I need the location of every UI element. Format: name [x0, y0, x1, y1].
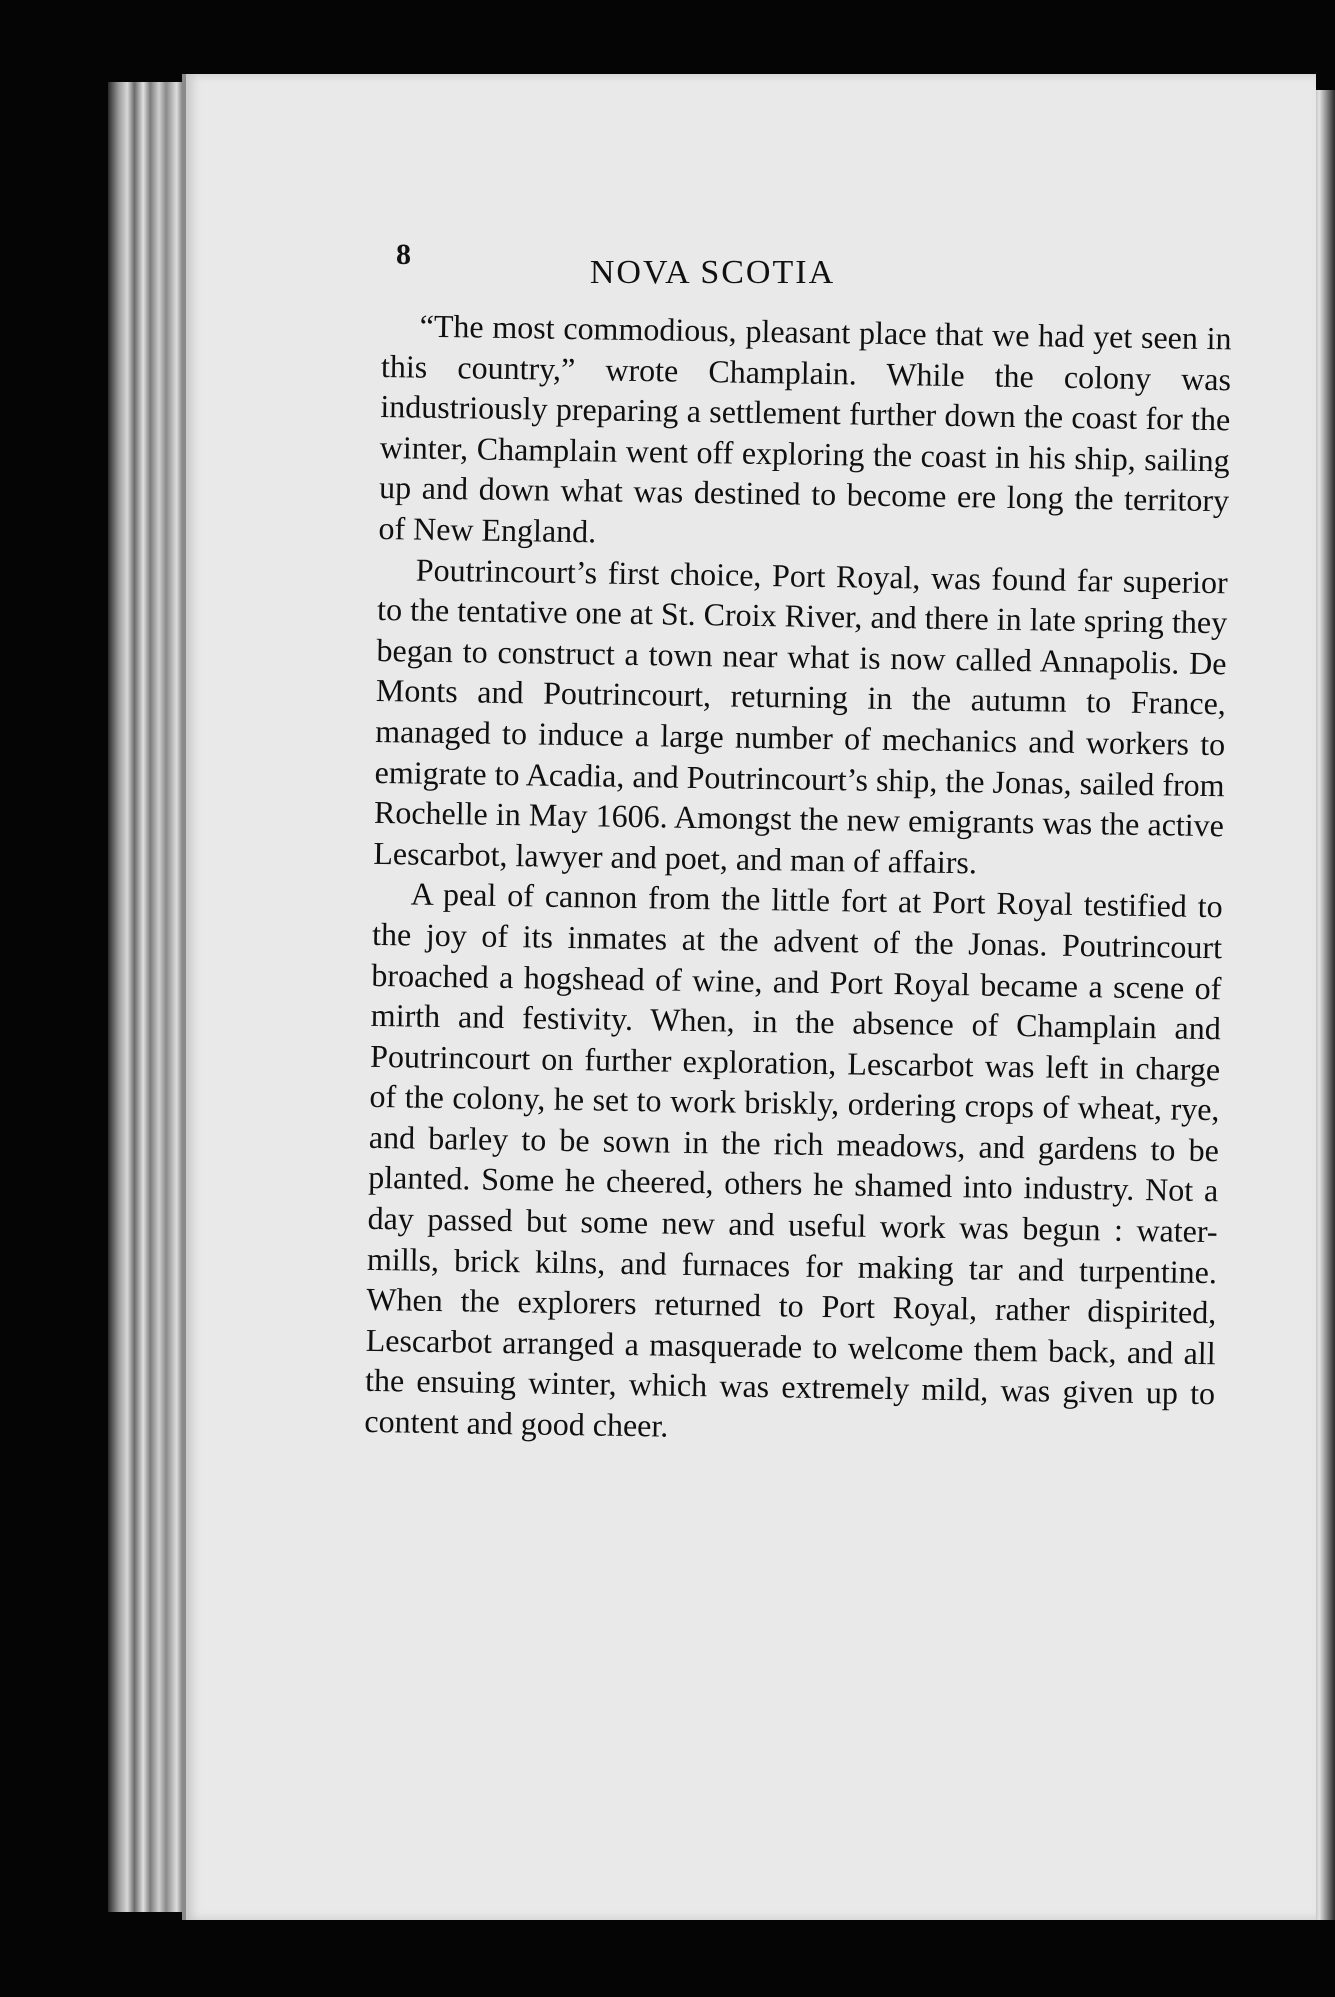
paragraph: A peal of cannon from the little fort at Port Royal testified to the joy of its inmates at the advent of the Jonas. Poutrincourt broached a hogshead of wine, and Port Royal became a scene of mirth and festivity. When, in the absence of Champlain and Poutrincourt on further exploration, Lescarbot was left in charge of the colony, he set to work briskly, ordering crops of wheat, rye, and barley to be sown in the rich meadows, and gardens to be planted. Some he cheered, others he shamed into industry. Not a day passed but some new and useful work was begun : water-mills, brick kilns, and furnaces for making tar and turpentine. When the explorers returned to Port Royal, rather dispirited, Lescarbot arranged a masquerade to welcome them back, and all the ensuing winter, which was extremely mild, was given up to content and good cheer.	[364, 875, 1223, 1444]
page-number: 8	[396, 238, 411, 271]
paragraph: Poutrincourt’s first choice, Port Royal, was found far superior to the tentative one at St. Croix River, and there in late spring they began to construct a town near what is now called Annapolis. De Monts and Poutrincourt, returning in the autumn to France, managed to induce a large number of mechanics and workers to emigrate to Acadia, and Poutrincourt’s ship, the Jonas, sailed from Rochelle in May 1606. Amongst the new emigrants was the active Lescarbot, lawyer and poet, and man of affairs.	[373, 551, 1229, 881]
running-head: NOVA SCOTIA	[589, 254, 836, 291]
body-text	[364, 305, 1232, 1455]
paragraph: “The most commodious, pleasant place that we had yet seen in this country,” wrote Champlain. While the colony was industriously preparing a settlement further down the coast for the winter, Champlain went off exploring the coast in his ship, sailing up and down what was destined to become ere long the territory of New England.	[378, 307, 1232, 550]
